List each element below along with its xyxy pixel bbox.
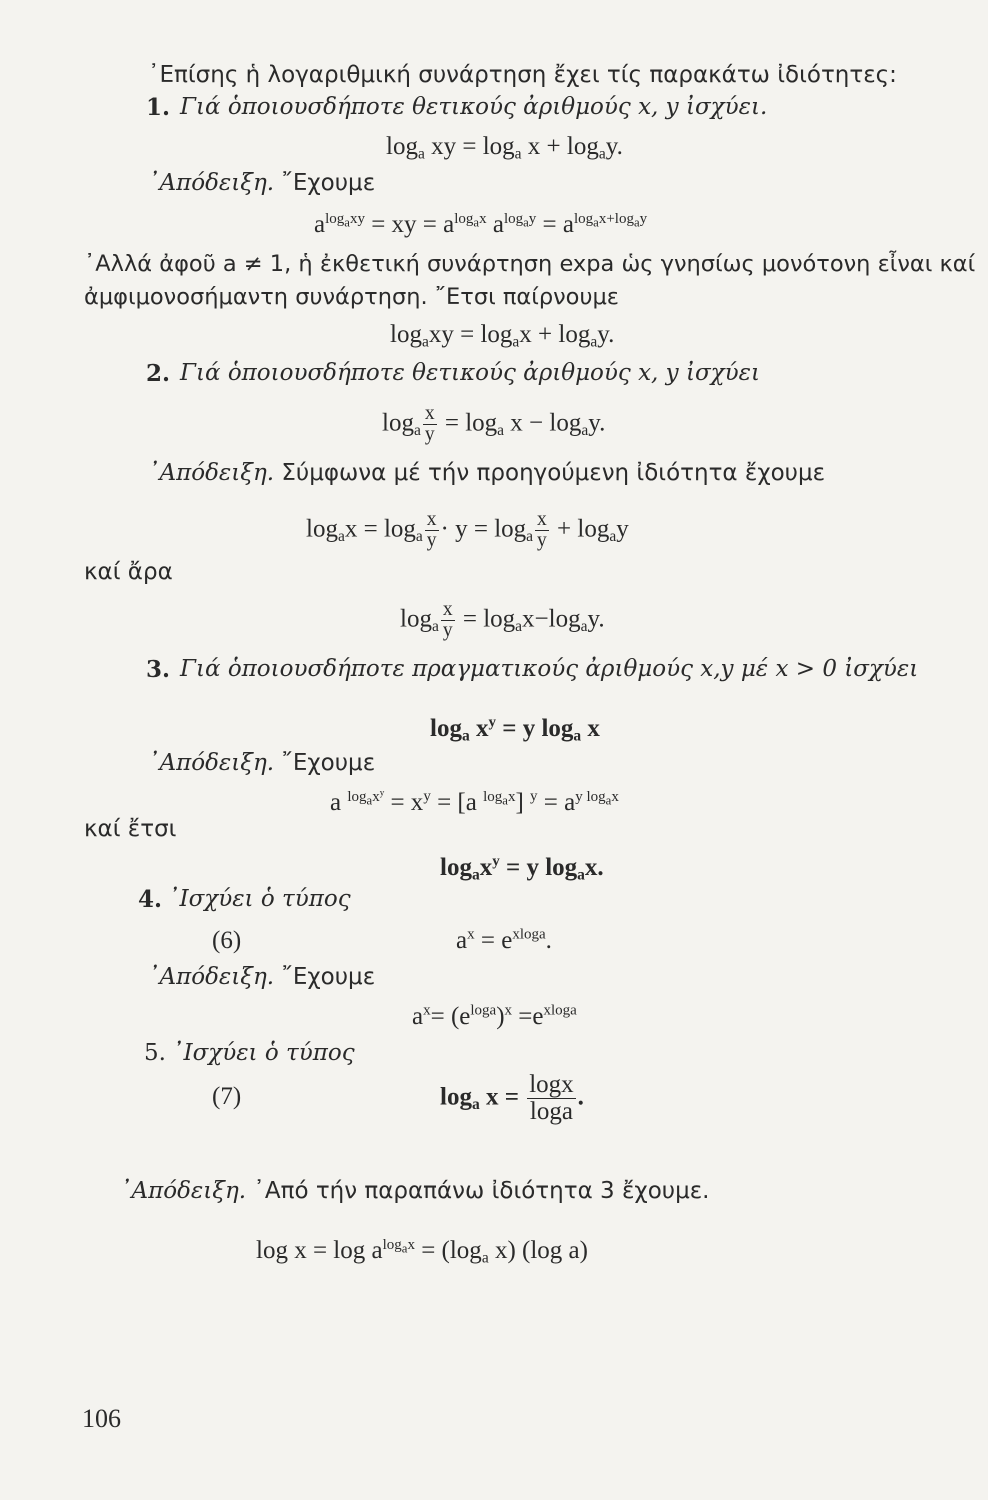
- property-5-eq-label: (7): [212, 1083, 242, 1110]
- proof-label: ᾿Απόδειξη.: [148, 964, 275, 990]
- property-1-proof-text-2: ἀμφιμονοσήμαντη συνάρτηση. ῎Ετσι παίρνουμε: [84, 284, 619, 310]
- property-4-formula: $a^x = e^{xloga}$.: [456, 926, 552, 954]
- property-1-number: 1.: [146, 94, 171, 121]
- property-1-proof-text-1: ᾿Αλλά ἀφοῦ a ≠ 1, ἡ ἐκθετική συνάρτηση expa ὡς γνησίως μονότονη εἶναι καί: [84, 251, 976, 277]
- property-2-proof-line: [148, 462, 825, 485]
- property-5-statement: ᾿Ισχύει ὁ τύπος: [172, 1040, 355, 1066]
- property-1-formula: $\log_a$ xy = $\log_a x + \log_ay$.: [386, 133, 623, 163]
- page-number: 106: [82, 1404, 121, 1433]
- property-2-formula: $\log_a$ $\frac{x}{y}$ = $\log_a x - \log_ay$.: [382, 403, 606, 446]
- property-4-proof-formula: $a^x= (e^{loga})^x =e^{xloga}$: [412, 1002, 577, 1030]
- property-1-statement: Γιά ὁποιουσδήποτε θετικούς ἀριθμούς x, y ἰσχύει.: [180, 94, 768, 120]
- property-4-proof-line: [148, 966, 375, 989]
- property-5-formula: $\log_a x$ = $\frac{\log x}{\log a}$ .: [440, 1071, 584, 1126]
- property-4-statement: ᾿Ισχύει ὁ τύπος: [168, 886, 351, 912]
- property-2-statement: Γιά ὁποιουσδήποτε θετικούς ἀριθμούς x, y ἰσχύει: [180, 360, 760, 386]
- proof-intro: ῎Εχουμε: [281, 170, 376, 196]
- property-2-proof-result: $\log_a$ $\frac{x}{y}$ = $\log_ax-\log_ay$.: [400, 599, 605, 642]
- property-3-formula: $\log_a x^y = y$ $\log_a x$: [430, 714, 600, 745]
- property-2-proof-formula: $\log_ax = \log_a$ $\frac{x}{y}$ · $y = \log_a$ $\frac{x}{y}$ + $\log_ay$: [306, 509, 629, 552]
- property-2-number: 2.: [146, 360, 171, 387]
- proof-label: ᾿Απόδειξη.: [148, 460, 275, 486]
- property-4-eq-label: (6): [212, 927, 242, 954]
- property-3-statement: Γιά ὁποιουσδήποτε πραγματικούς ἀριθμούς x,y μέ x > 0 ἰσχύει: [180, 656, 919, 682]
- property-3-proof-formula: a $^{log_ax^y} = x^y = [a$ $^{log_ax}$] $^y = a^{y log_ax}$: [330, 787, 619, 816]
- property-3-and-so: καί ἔτσι: [84, 816, 177, 842]
- property-3-proof-result: $\log_ax^y = y$ $\log_ax$.: [440, 853, 604, 884]
- property-4-number: 4.: [138, 886, 163, 913]
- proof-intro: ᾿Από τήν παραπάνω ἰδιότητα 3 ἔχουμε.: [253, 1178, 710, 1204]
- proof-label: ᾿Απόδειξη.: [148, 170, 275, 196]
- property-1-proof-line: [148, 172, 375, 195]
- property-3-proof-line: [148, 752, 375, 775]
- proof-intro: ῎Εχουμε: [281, 964, 376, 990]
- proof-intro: Σύμφωνα μέ τήν προηγούμενη ἰδιότητα ἔχουμε: [281, 460, 826, 486]
- proof-intro: ῎Εχουμε: [281, 750, 376, 776]
- proof-label: ᾿Απόδειξη.: [120, 1178, 247, 1204]
- proof-label: ᾿Απόδειξη.: [148, 750, 275, 776]
- property-5-number: 5.: [144, 1040, 166, 1066]
- property-3-number: 3.: [146, 656, 171, 683]
- property-5-proof-line: [120, 1180, 709, 1203]
- property-5-proof-formula: $\log x = \log a^{log_ax} = (\log_a$ x) (log a): [256, 1236, 588, 1267]
- intro-text: ᾿Επίσης ἡ λογαριθμική συνάρτηση ἔχει τίς παρακάτω ἰδιότητες:: [148, 62, 897, 88]
- property-1-proof-result: $\log_axy = \log_ax + \log_ay$.: [390, 321, 615, 351]
- property-1-proof-formula: $a^{log_axy}$ = xy = $a^{log_ax}$ $a^{log_ay} = a^{log_ax+log_ay}$: [314, 210, 648, 238]
- property-2-and-so: καί ἄρα: [84, 559, 173, 585]
